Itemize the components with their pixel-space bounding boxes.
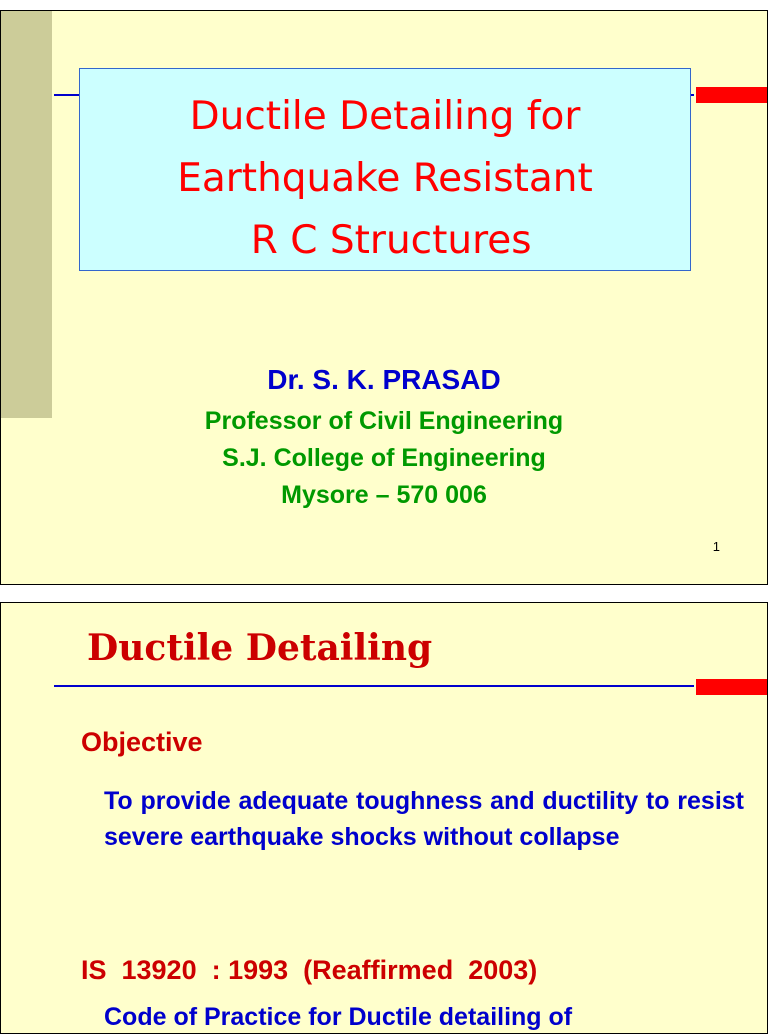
slide-1 — [0, 10, 768, 585]
title-line-1: Ductile Detailing for — [189, 94, 581, 139]
standard-heading: IS 13920 : 1993 (Reaffirmed 2003) — [81, 955, 538, 985]
title-line-2: Earthquake Resistant — [177, 156, 593, 201]
author-college: S.J. College of Engineering — [222, 444, 546, 472]
side-decor-bar — [1, 11, 52, 418]
author-address: Mysore – 570 006 — [281, 481, 487, 509]
code-description: Code of Practice for Ductile detailing of — [104, 1003, 573, 1031]
title-rule-blue — [54, 685, 694, 687]
title-rule-red — [696, 87, 768, 103]
title-line-3: R C Structures — [238, 218, 532, 263]
slide-2 — [0, 602, 768, 1034]
author-name: Dr. S. K. PRASAD — [267, 364, 501, 395]
title-rule-red — [696, 679, 768, 695]
page-number: 1 — [712, 539, 720, 554]
objective-heading: Objective — [81, 727, 203, 757]
slide-title: Ductile Detailing — [87, 627, 433, 669]
author-title: Professor of Civil Engineering — [204, 407, 564, 435]
objective-text: To provide adequate toughness and ductility to resist severe earthquake shocks without collapse — [104, 787, 744, 851]
title-box — [79, 68, 691, 271]
